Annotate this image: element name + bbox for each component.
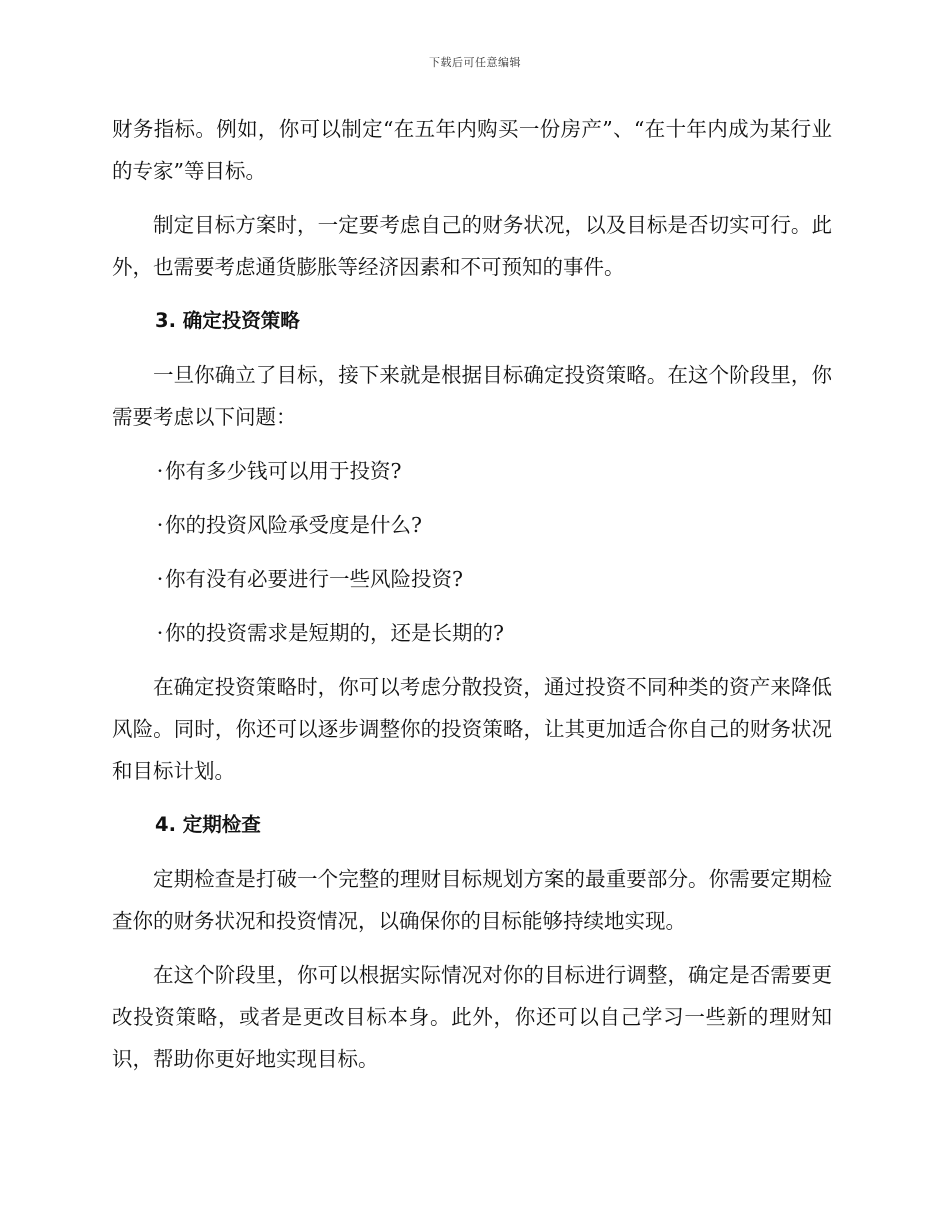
paragraph-continued-goals: 财务指标。例如，你可以制定“在五年内购买一份房产”、“在十年内成为某行业的专家”等目标。 xyxy=(112,117,832,183)
list-item-text: 你的投资风险承受度是什么? xyxy=(165,513,422,537)
paragraph-diversification: 在确定投资策略时，你可以考虑分散投资，通过投资不同种类的资产来降低风险。同时，你还可以逐步调整你的投资策略，让其更加适合你自己的财务状况和目标计划。 xyxy=(112,675,832,783)
list-item-text: 你有没有必要进行一些风险投资? xyxy=(165,567,463,591)
section-heading-investment-strategy: 3. 确定投资策略 xyxy=(155,309,300,332)
document-body xyxy=(112,108,832,1092)
paragraph-review-importance: 定期检查是打破一个完整的理财目标规划方案的最重要部分。你需要定期检查你的财务状况和投资情况，以确保你的目标能够持续地实现。 xyxy=(112,867,832,933)
bullet-icon: · xyxy=(156,513,164,537)
paragraph-strategy-intro: 一旦你确立了目标，接下来就是根据目标确定投资策略。在这个阶段里，你需要考虑以下问题： xyxy=(112,363,832,429)
list-item-text: 你的投资需求是短期的，还是长期的? xyxy=(165,621,504,645)
list-item xyxy=(112,504,832,546)
paragraph-review-adjustment: 在这个阶段里，你可以根据实际情况对你的目标进行调整，确定是否需要更改投资策略，或者是更改目标本身。此外，你还可以自己学习一些新的理财知识，帮助你更好地实现目标。 xyxy=(112,963,832,1071)
list-item xyxy=(112,558,832,600)
section-heading-periodic-review: 4. 定期检查 xyxy=(155,813,261,836)
bullet-icon: · xyxy=(156,567,164,591)
bullet-icon: · xyxy=(156,459,164,483)
list-item-text: 你有多少钱可以用于投资? xyxy=(165,459,402,483)
paragraph-goal-plan: 制定目标方案时，一定要考虑自己的财务状况，以及目标是否切实可行。此外，也需要考虑通货膨胀等经济因素和不可预知的事件。 xyxy=(112,213,832,279)
list-item xyxy=(112,450,832,492)
bullet-icon: · xyxy=(156,621,164,645)
list-item xyxy=(112,612,832,654)
page-header: 下载后可任意编辑 xyxy=(429,56,521,69)
